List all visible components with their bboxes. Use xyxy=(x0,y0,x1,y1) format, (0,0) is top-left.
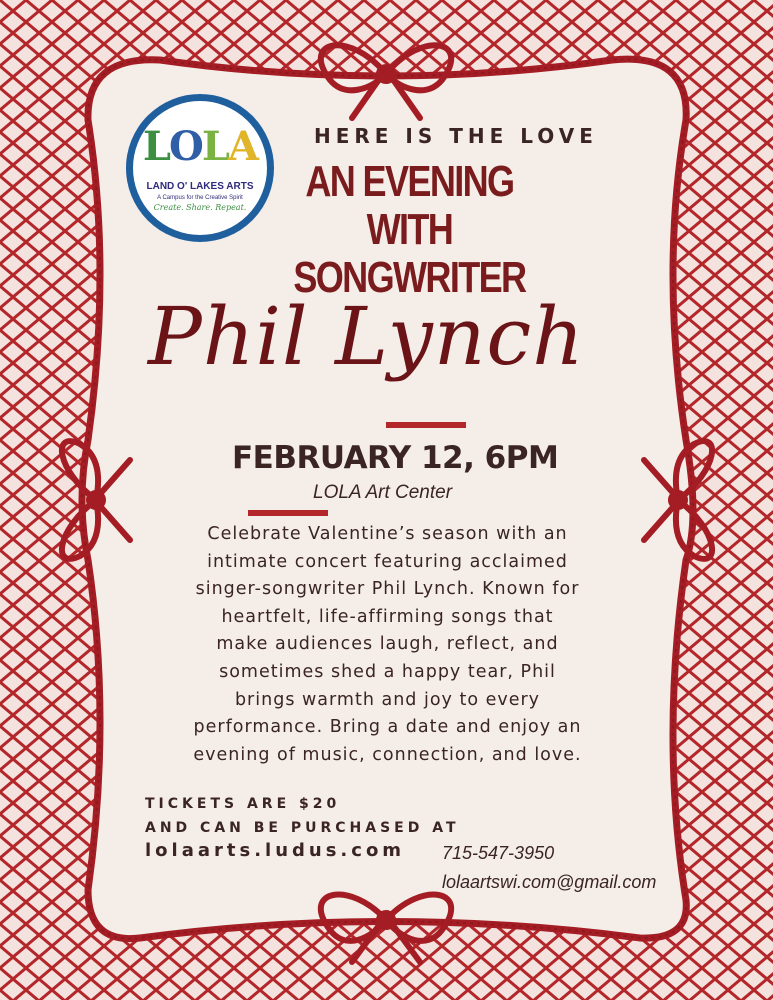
logo-tagline: Create. Share. Repeat. xyxy=(153,203,247,212)
ticket-price: TICKETS ARE $20 xyxy=(145,796,341,812)
logo-letter-l1: L xyxy=(142,123,170,170)
event-date: FEBRUARY 12, 6PM xyxy=(232,440,559,476)
description-line: make audiences laugh, reflect, and xyxy=(216,634,559,655)
description-line: heartfelt, life-affirming songs that xyxy=(221,606,554,627)
divider-top xyxy=(386,422,466,428)
logo-letter-o: O xyxy=(169,123,202,170)
contact-email-link[interactable]: lolaartswi.com@gmail.com xyxy=(442,872,657,892)
description-line: performance. Bring a date and enjoy an xyxy=(193,717,582,738)
ticket-purchase-info: AND CAN BE PURCHASED AT xyxy=(145,820,460,836)
lola-logo xyxy=(126,94,274,242)
event-venue: LOLA Art Center xyxy=(313,482,453,503)
description-line: evening of music, connection, and love. xyxy=(193,744,582,765)
description-line: Celebrate Valentine’s season with an xyxy=(207,524,568,544)
event-description xyxy=(145,521,630,769)
artist-name: Phil Lynch xyxy=(148,290,585,383)
logo-letter-l2: L xyxy=(201,123,229,170)
logo-letter-a: A xyxy=(228,123,258,170)
description-line: sometimes shed a happy tear, Phil xyxy=(219,661,556,682)
kicker-text: HERE IS THE LOVE xyxy=(314,124,598,148)
description-line: singer-songwriter Phil Lynch. Known for xyxy=(195,579,580,600)
description-line: brings warmth and joy to every xyxy=(234,689,541,710)
description-line: intimate concert featuring acclaimed xyxy=(207,551,568,572)
lola-logo-mark xyxy=(133,123,267,170)
event-headline: AN EVENING WITH SONGWRITER xyxy=(293,157,526,302)
ticket-website-link[interactable]: lolaarts.ludus.com xyxy=(145,840,406,861)
contact-phone[interactable]: 715-547-3950 xyxy=(442,843,555,863)
logo-org-name: LAND O' LAKES ARTS xyxy=(146,181,254,192)
divider-bottom xyxy=(248,510,328,516)
logo-subtitle: A Campus for the Creative Spirit xyxy=(157,195,243,201)
